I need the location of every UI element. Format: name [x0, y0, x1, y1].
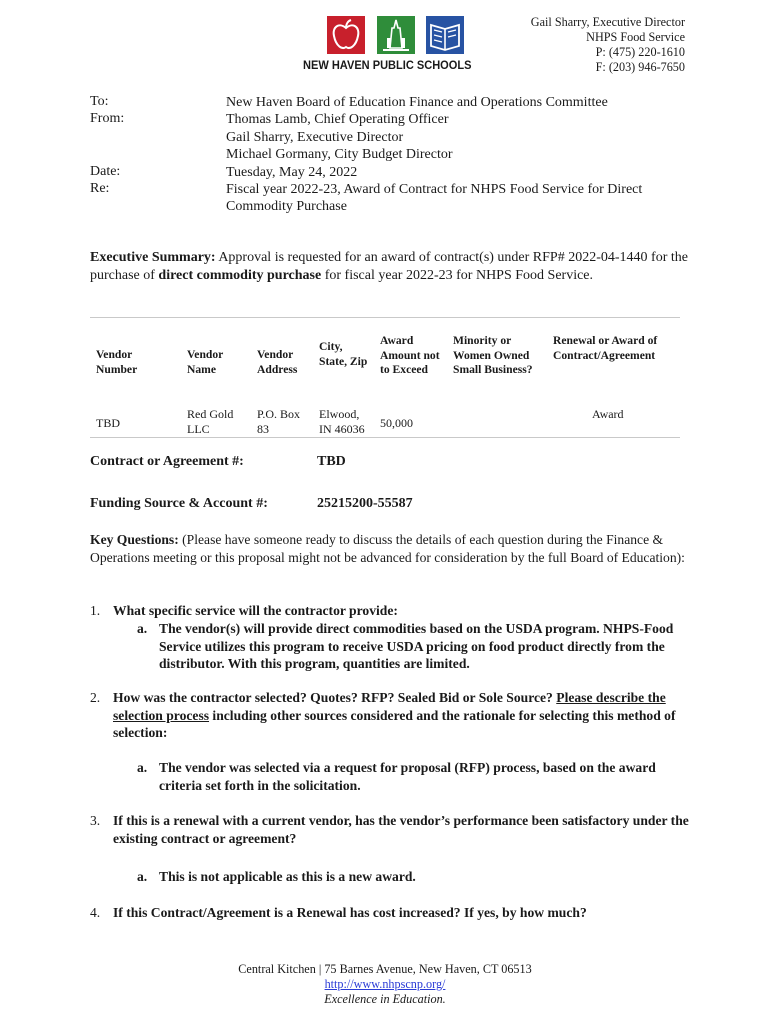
q4-number: 4.	[90, 905, 101, 920]
footer-url-link[interactable]: http://www.nhpscnp.org/	[324, 977, 446, 991]
memo-from-3: Michael Gormany, City Budget Director	[226, 147, 453, 163]
executive-summary	[90, 249, 700, 285]
table-bottom-rule	[90, 437, 680, 438]
q3-answer-letter: a.	[137, 869, 148, 884]
header-renewal: Renewal or Award of Contract/Agreement	[553, 334, 658, 362]
memo-re-1: Fiscal year 2022-23, Award of Contract for NHPS Food Service for Direct	[226, 182, 643, 198]
cell-city-state-zip: Elwood, IN 46036	[319, 407, 365, 436]
q2-number: 2.	[90, 690, 101, 705]
header-vendor-name: Vendor Name	[187, 348, 224, 376]
re-label: Re:	[90, 181, 110, 196]
summary-label: Executive Summary:	[90, 250, 216, 265]
header-city-state-zip: City, State, Zip	[319, 340, 368, 368]
footer-tagline: Excellence in Education.	[324, 992, 446, 1006]
q2-text-1: How was the contractor selected? Quotes? RFP? Sealed Bid or Sole Source?	[113, 690, 557, 705]
contract-label: Contract or Agreement #:	[90, 454, 244, 469]
key-questions-label: Key Questions:	[90, 532, 179, 547]
header-award-amount: Award Amount not to Exceed	[380, 334, 440, 376]
q2-underlined: Please describe the selection process	[113, 690, 666, 723]
summary-bold: direct commodity purchase	[158, 268, 322, 283]
book-logo-icon	[426, 16, 464, 54]
cell-renewal: Award	[592, 407, 624, 421]
header-vendor-number: Vendor Number	[96, 348, 138, 376]
q3-number: 3.	[90, 813, 101, 828]
memo-values	[226, 94, 642, 216]
funding-label: Funding Source & Account #:	[90, 496, 268, 511]
memo-to: New Haven Board of Education Finance and Operations Committee	[226, 95, 608, 110]
cell-vendor-name: Red Gold LLC	[187, 407, 234, 436]
header-vendor-address: Vendor Address	[257, 348, 298, 376]
funding-value: 25215200-55587	[317, 496, 413, 511]
key-questions	[90, 531, 690, 566]
q1-number: 1.	[90, 603, 101, 618]
from-label: From:	[90, 111, 125, 126]
q1-answer-letter: a.	[137, 621, 148, 636]
q2-answer: The vendor was selected via a request for proposal (RFP) process, based on the award criteria set forth in the solicitation.	[159, 760, 656, 793]
q1-answer: The vendor(s) will provide direct commodities based on the USDA program. NHPS-Food Service utilizes this program to receive USDA pricing on food product directly from the distributor. With this program, quantities are limited.	[159, 621, 674, 672]
q2-answer-letter: a.	[137, 760, 148, 775]
q4-text: If this Contract/Agreement is a Renewal has cost increased? If yes, by how much?	[113, 905, 587, 920]
apple-logo-icon	[327, 16, 365, 54]
q3-answer: This is not applicable as this is a new award.	[159, 869, 416, 884]
cell-vendor-number: TBD	[96, 416, 120, 430]
q1-text: What specific service will the contractor provide:	[113, 603, 398, 618]
memo-from-2: Gail Sharry, Executive Director	[226, 129, 404, 145]
to-label: To:	[90, 94, 109, 109]
school-logo-text: NEW HAVEN PUBLIC SCHOOLS	[303, 58, 472, 72]
table-top-rule	[90, 317, 680, 318]
contract-value: TBD	[317, 454, 346, 469]
contact-dept: NHPS Food Service	[586, 30, 685, 44]
q2-text	[113, 689, 678, 742]
contact-name: Gail Sharry, Executive Director	[530, 15, 685, 29]
q3-text: If this is a renewal with a current vendor, has the vendor’s performance been satisfactory under the existing contract or agreement?	[113, 813, 689, 846]
q2-text-2: including other sources considered and the rationale for selecting this method of selection:	[113, 707, 676, 741]
header-minority: Minority or Women Owned Small Business?	[453, 334, 533, 376]
key-questions-text: (Please have someone ready to discuss the details of each question during the Finance & Operations meeting or this proposal might not be advanced for consideration by the full Board of Education):	[90, 532, 685, 565]
date-label: Date:	[90, 164, 121, 179]
memo-from-1: Thomas Lamb, Chief Operating Officer	[226, 112, 449, 128]
contact-block	[531, 15, 685, 75]
summary-text-2: for fiscal year 2022-23 for NHPS Food Service.	[321, 268, 594, 283]
memo-date: Tuesday, May 24, 2022	[226, 164, 358, 180]
cell-award-amount: 50,000	[380, 416, 413, 430]
contact-phone: P: (475) 220-1610	[595, 45, 685, 59]
memo-re-2: Commodity Purchase	[226, 199, 347, 215]
footer-address: Central Kitchen | 75 Barnes Avenue, New Haven, CT 06513	[238, 962, 532, 976]
contact-fax: F: (203) 946-7650	[595, 60, 685, 74]
summary-text-1: Approval is requested for an award of contract(s) under RFP# 2022-04-1440 for the purchase of	[90, 250, 688, 283]
tower-logo-icon	[377, 16, 415, 54]
cell-vendor-address: P.O. Box 83	[257, 407, 301, 436]
footer-link-wrap	[0, 977, 770, 992]
